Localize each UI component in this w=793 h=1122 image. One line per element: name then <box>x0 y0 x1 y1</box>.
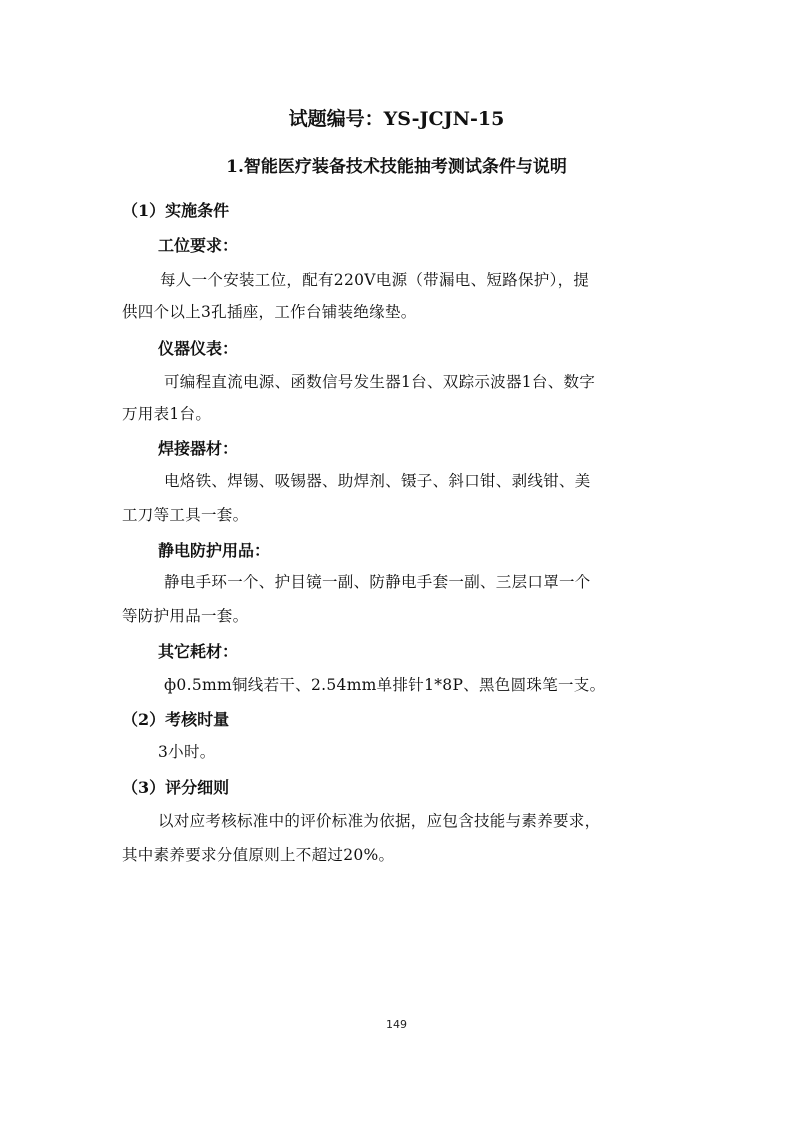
instruments-text-line2: 万用表1台。 <box>122 405 212 423</box>
section-scoring-heading: （3）评分细则 <box>122 778 230 797</box>
welding-text-line2: 工刀等工具一套。 <box>122 506 249 524</box>
esd-protection-text-line2: 等防护用品一套。 <box>122 607 249 625</box>
workstation-text-line1: 每人一个安装工位，配有220V电源（带漏电、短路保护），提 <box>160 271 590 289</box>
section-duration-heading: （2）考核时量 <box>122 710 230 729</box>
esd-protection-label: 静电防护用品： <box>158 541 271 560</box>
welding-text-line1: 电烙铁、焊锡、吸锡器、助焊剂、镊子、斜口钳、剥线钳、美 <box>164 472 591 490</box>
scoring-text-line1: 以对应考核标准中的评价标准为依据，应包含技能与素养要求， <box>158 812 601 830</box>
workstation-label: 工位要求： <box>158 236 239 255</box>
instruments-text-line1: 可编程直流电源、函数信号发生器1台、双踪示波器1台、数字 <box>164 373 596 391</box>
workstation-text-line2: 供四个以上3孔插座，工作台铺装绝缘垫。 <box>122 303 417 321</box>
consumables-text: ф0.5mm铜线若干、2.54mm单排针1*8P、黑色圆珠笔一支。 <box>164 676 606 694</box>
section-implementation-heading: （1）实施条件 <box>122 201 230 220</box>
instruments-label: 仪器仪表： <box>158 339 239 358</box>
duration-text: 3小时。 <box>158 743 216 761</box>
exam-number: 试题编号：YS-JCJN-15 <box>288 108 505 130</box>
esd-protection-text-line1: 静电手环一个、护目镜一副、防静电手套一副、三层口罩一个 <box>164 573 591 591</box>
consumables-label: 其它耗材： <box>158 642 239 661</box>
page-number: 149 <box>386 1018 407 1031</box>
document-title: 1.智能医疗装备技术技能抽考测试条件与说明 <box>226 157 567 177</box>
scoring-text-line2: 其中素养要求分值原则上不超过20%。 <box>122 846 395 864</box>
welding-label: 焊接器材： <box>158 439 239 458</box>
